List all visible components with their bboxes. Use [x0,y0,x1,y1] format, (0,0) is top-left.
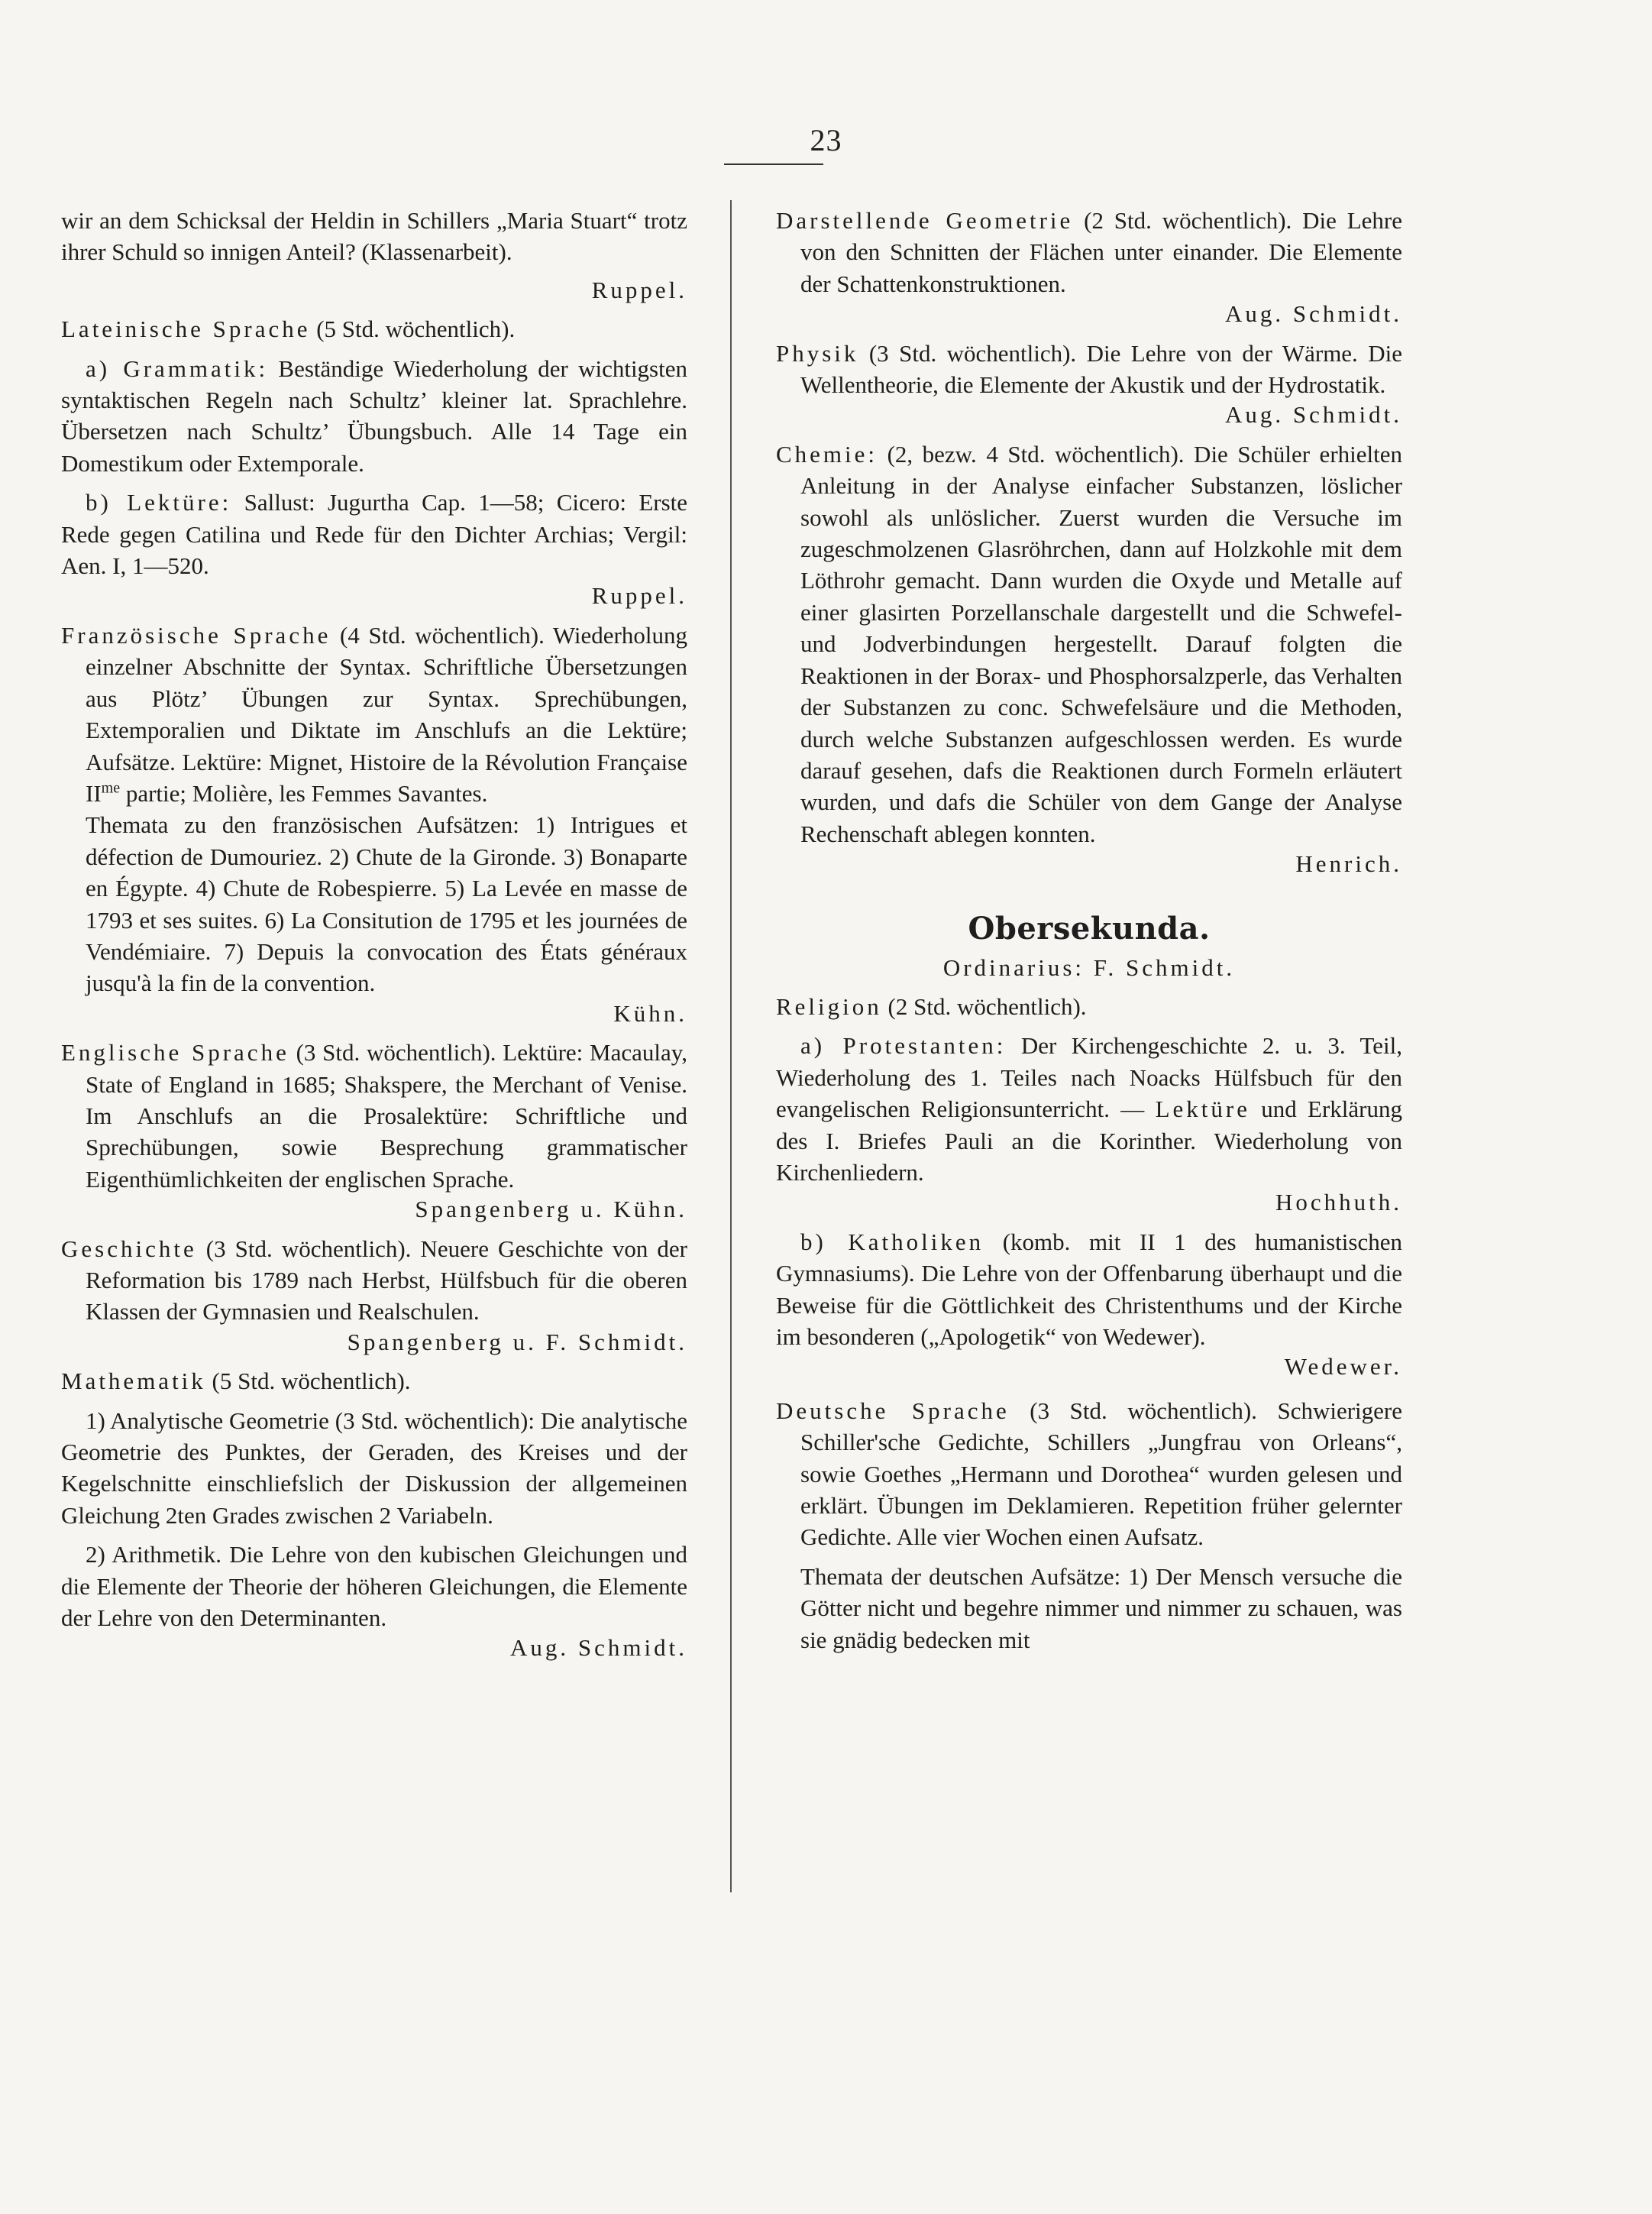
ordinarius-line [776,952,1402,983]
chemistry-heading: Chemie: [776,440,878,468]
french-heading: Französische Sprache [61,621,331,649]
german-text: (3 Std. wöchentlich). Schwierigere Schiller'sche Gedichte, Schillers „Jungfrau von Orleans“, sowie Goethes „Hermann und Dorothea“ wurden gelesen und erklärt. Übungen im Deklamieren. Repetition früher gelernter Gedichte. Alle vier Wochen einen Aufsatz. [800,1397,1403,1551]
latin-reading-label: b) Lektüre: [86,489,232,516]
math-analytic [61,1405,687,1532]
religion-catholic [776,1226,1402,1353]
german-themata [776,1561,1402,1656]
physics-heading: Physik [776,339,859,367]
history-section [61,1233,687,1328]
physics-text: (3 Std. wöchentlich). Die Lehre von der Wärme. Die Wellentheorie, die Elemente der Akustik und der Hydrostatik. [800,339,1402,399]
signature-aug-schmidt-1: Aug. Schmidt. [1225,300,1402,328]
french-text: (4 Std. wöchentlich). Wiederholung einzelner Abschnitte der Syntax. Schriftliche Übersetzungen aus Plötz’ Übungen zur Syntax. Sprechübungen, Extemporalien und Diktate im Anschlufs an die Lektüre; Aufsätze. Lektüre: Mignet, Histoire de la Révolution Française II [86,621,687,807]
religion-protestant-text: Der Kirchengeschichte 2. u. 3. Teil, Wiederholung des 1. Teiles nach Noacks Hülfsbuch für den evangelischen Religionsunterricht. — [776,1032,1402,1123]
german-heading: Deutsche Sprache [776,1397,1010,1424]
history-text: (3 Std. wöchentlich). Neuere Geschichte von der Reformation bis 1789 nach Herbst, Hülfsbuch für die oberen Klassen der Gymnasien und Realschulen. [86,1235,687,1325]
signature-spangenberg-schmidt: Spangenberg u. F. Schmidt. [347,1328,687,1355]
chemistry-section [776,439,1402,850]
latin-reading [61,487,687,581]
latin-section [61,313,687,345]
signature-wedewer: Wedewer. [1284,1353,1402,1381]
section-title: Obersekunda. [968,910,1211,947]
latin-heading: Lateinische Sprache [61,316,311,343]
religion-section [776,991,1402,1022]
latin-grammar-label: a) Grammatik: [86,354,269,382]
religion-hours: (2 Std. wöchentlich). [881,992,1087,1020]
french-text-2: partie; Molière, les Femmes Savantes. [120,779,488,807]
german-section [776,1395,1402,1553]
signature-ruppel-1: Ruppel. [591,276,687,303]
latin-grammar-text: Beständige Wiederholung der wichtigsten syntaktischen Regeln nach Schultz’ kleiner lat. Sprachlehre. Übersetzen nach Schultz’ Übungsbuch. Alle 14 Tage ein Domestikum oder Extemporale. [61,354,687,477]
signature-ruppel-2: Ruppel. [591,582,687,610]
german-themata-text: Themata der deutschen Aufsätze: 1) Der Mensch versuche die Götter nicht und begehre nimmer und nimmer zu schauen, was sie gnädig bedecken mit [800,1562,1402,1653]
ordinarius-label: Ordinarius: [942,953,1085,981]
math-hours: (5 Std. wöchentlich). [205,1368,411,1395]
religion-reading-label: Lektüre [1155,1096,1250,1123]
latin-reading-text: Sallust: Jugurtha Cap. 1—58; Cicero: Erste Rede gegen Catilina und Rede für den Dichter Archias; Vergil: Aen. I, 1—520. [61,489,688,580]
chemistry-text: (2, bezw. 4 Std. wöchentlich). Die Schüler erhielten Anleitung in der Analyse einfacher Substanzen, löslicher sowohl als unlöslicher. Zuerst wurden die Versuche im zugeschmolzenen Glasröhrchen, dann auf Holzkohle mit dem Löthrohr gemacht. Dann wurden die Oxyde und Metalle auf einer glasirten Porzellanschale dargestellt und die Schwefel- und Jodverbindungen hergestellt. Darauf folgten die Reaktionen in der Borax- und Phosphorsalzperle, das Verhalten der Substanzen zu conc. Schwefelsäure und die Methoden, durch welche Substanzen aufgeschlossen werden. Es wurde darauf gesehen, dafs die Reaktionen durch Formeln erläutert wurden, und dafs die Schüler von dem Gange der Analyse Rechenschaft ablegen konnten. [800,440,1402,847]
page-number: 23 [810,123,842,157]
math-analytic-text: 1) Analytische Geometrie (3 Std. wöchentlich): Die analytische Geometrie des Punktes, der Geraden, des Kreises und der Kegelschnitte einschliefslich der Diskussion der allgemeinen Gleichung 2ten Grades zwischen 2 Variabeln. [61,1406,687,1529]
french-themata-text: Themata zu den französischen Aufsätzen: 1) Intrigues et défection de Dumouriez. 2) Chute de la Gironde. 3) Bonaparte en Égypte. 4) Chute de Robespierre. 5) La Levée en masse de 1793 et ses suites. 6) La Consitution de 1795 et les journées de Vendémiaire. 7) Depuis la convocation des États généraux jusqu'à la fin de la convention. [86,811,687,997]
math-heading: Mathematik [61,1368,206,1395]
english-heading: Englische Sprache [61,1039,289,1067]
signature-aug-schmidt-math: Aug. Schmidt. [510,1634,687,1662]
english-section [61,1037,687,1195]
right-column [776,205,1402,1663]
math-section [61,1365,687,1397]
religion-catholic-text: (komb. mit II 1 des humanistischen Gymnasiums). Die Lehre von der Offenbarung überhaupt und die Beweise für die Göttlichkeit des Christenthums und der Kirche im besonderen („Apologetik“ von Wedewer). [776,1228,1402,1350]
religion-protestant-label: a) Protestanten: [800,1032,1007,1060]
descriptive-geometry-heading: Darstellende Geometrie [776,207,1074,234]
header-rule [724,163,823,165]
religion-catholic-label: b) Katholiken [800,1228,984,1255]
history-heading: Geschichte [61,1235,197,1262]
column-divider [730,200,732,1892]
french-section [61,620,687,809]
intro-text: wir an dem Schicksal der Heldin in Schillers „Maria Stuart“ trotz ihrer Schuld so innigen Anteil? (Klassenarbeit). [61,207,687,266]
physics-section [776,338,1402,401]
math-arithmetic [61,1539,687,1633]
signature-spangenberg-kuehn: Spangenberg u. Kühn. [415,1196,687,1223]
descriptive-geometry-text: (2 Std. wöchentlich). Die Lehre von den Schnitten der Flächen unter einander. Die Elemente der Schattenkonstruktionen. [800,207,1402,297]
english-text: (3 Std. wöchentlich). Lektüre: Macaulay, State of England in 1685; Shakspere, the Merchant of Venise. Im Anschlufs an die Prosalektüre: Schriftliche und Sprechübungen, sowie Besprechung grammatischer Eigenthümlichkeiten der englischen Sprache. [86,1039,687,1193]
math-arithmetic-text: 2) Arithmetik. Die Lehre von den kubischen Gleichungen und die Elemente der Theorie der höheren Gleichungen, die Elemente der Lehre von den Determinanten. [61,1541,687,1632]
religion-heading: Religion [776,992,882,1020]
ordinarius-name: F. Schmidt. [1085,953,1236,981]
religion-protestant-text-2: und Erklärung des I. Briefes Pauli an die Korinther. Wiederholung von Kirchenliedern. [776,1096,1402,1186]
intro-paragraph [61,205,687,268]
descriptive-geometry-section [776,205,1402,299]
signature-kuehn: Kühn. [613,999,687,1027]
signature-hochhuth: Hochhuth. [1275,1189,1402,1216]
latin-grammar [61,353,687,480]
signature-henrich: Henrich. [1295,850,1402,878]
left-column [61,205,687,1672]
french-superscript: me [101,779,121,797]
latin-hours: (5 Std. wöchentlich). [310,316,516,343]
signature-aug-schmidt-2: Aug. Schmidt. [1225,401,1402,429]
religion-protestant [776,1030,1402,1188]
french-themata [61,809,687,999]
